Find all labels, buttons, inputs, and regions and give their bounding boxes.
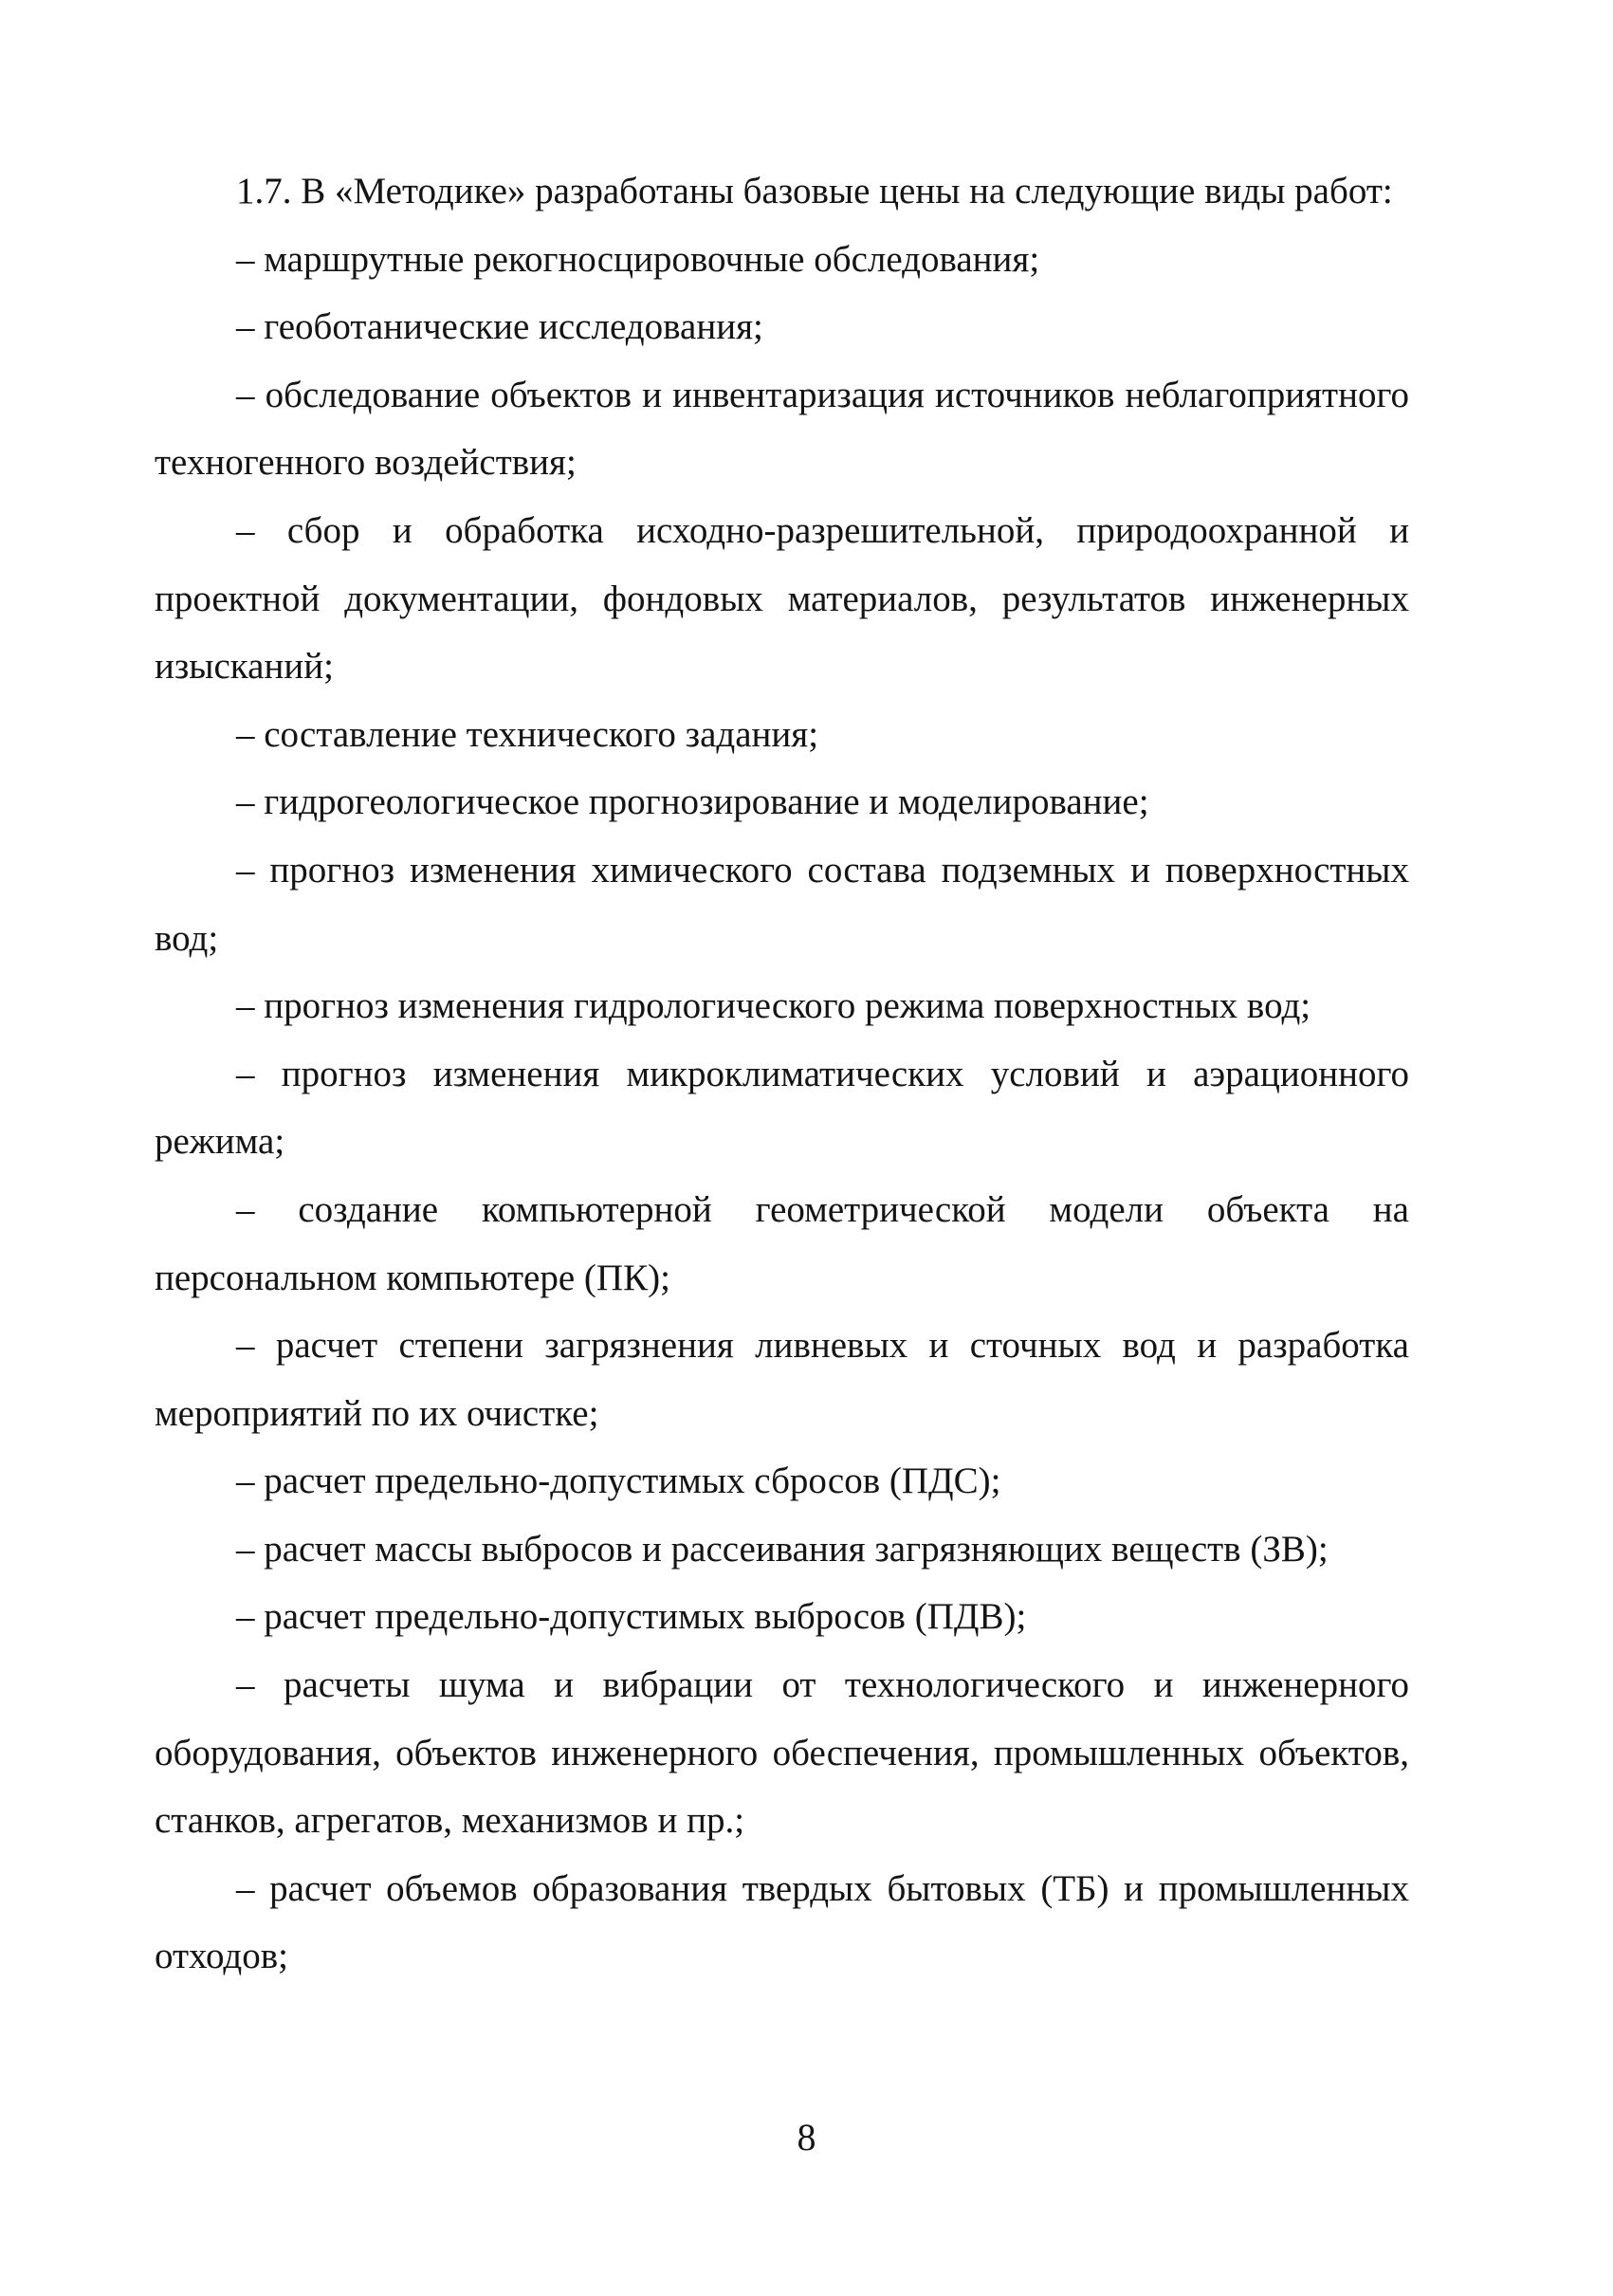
paragraph-intro: 1.7. В «Методике» разработаны базовые цены на следующие виды работ: bbox=[236, 171, 1393, 211]
list-item: – расчет предельно-допустимых сбросов (ПДС); bbox=[236, 1460, 1001, 1502]
list-item: – расчет объемов образования твердых бытовых (ТБ) и промышленных отходов; bbox=[155, 1867, 1409, 1977]
list-item: – расчет степени загрязнения ливневых и сточных вод и разработка мероприятий по их очистке; bbox=[155, 1325, 1409, 1434]
list-item: – маршрутные рекогносцировочные обследования; bbox=[236, 238, 1040, 280]
list-item: – создание компьютерной геометрической модели объекта на персональном компьютере (ПК); bbox=[155, 1188, 1409, 1298]
body-text bbox=[155, 157, 1409, 1991]
list-item: – прогноз изменения микроклиматических условий и аэрационного режима; bbox=[155, 1053, 1409, 1163]
list-item: – гидрогеологическое прогнозирование и моделирование; bbox=[236, 781, 1149, 823]
list-item: – прогноз изменения химического состава подземных и поверхностных вод; bbox=[155, 849, 1409, 959]
list-item: – расчет массы выбросов и рассеивания загрязняющих веществ (ЗВ); bbox=[236, 1528, 1329, 1570]
list-item: – расчеты шума и вибрации от технологического и инженерного оборудования, объектов инженерного обеспечения, промышленных объектов, станков, агрегатов, механизмов и пр.; bbox=[155, 1664, 1409, 1842]
list-item: – обследование объектов и инвентаризация источников неблагоприятного техногенного воздействия; bbox=[155, 374, 1409, 484]
list-item: – геоботанические исследования; bbox=[236, 306, 763, 348]
page-number: 8 bbox=[797, 2116, 816, 2158]
list-item: – прогноз изменения гидрологического режима поверхностных вод; bbox=[236, 985, 1311, 1027]
list-item: – расчет предельно-допустимых выбросов (ПДВ); bbox=[236, 1596, 1027, 1638]
list-item: – сбор и обработка исходно-разрешительной, природоохранной и проектной документации, фондовых материалов, результатов инженерных изысканий; bbox=[155, 509, 1409, 688]
list-item: – составление технического задания; bbox=[236, 713, 819, 755]
